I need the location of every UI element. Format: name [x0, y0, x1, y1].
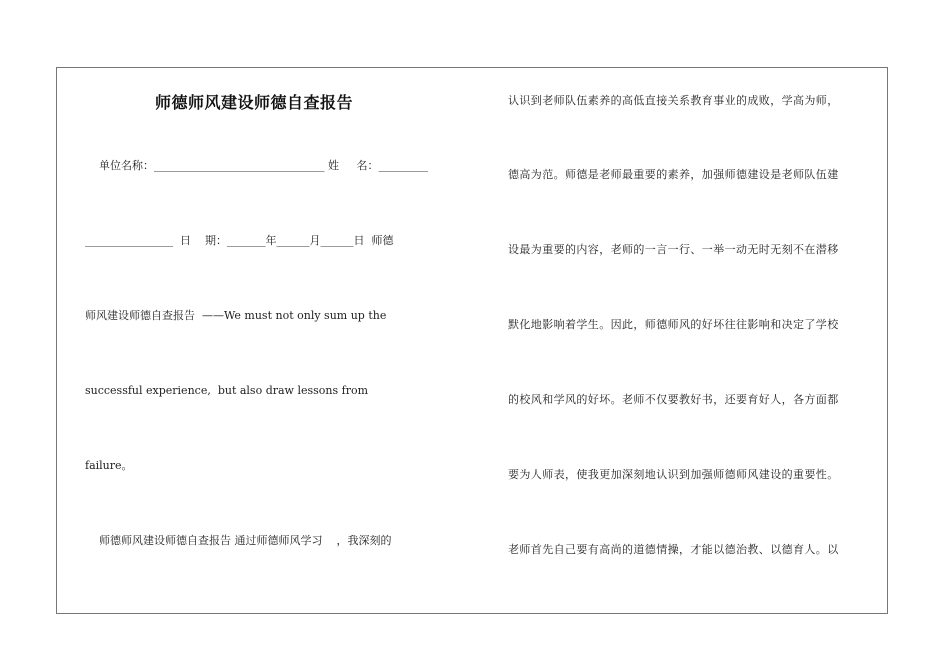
- right-line-6: 要为人师表，使我更加深刻地认识到加强师德师风建设的重要性。: [508, 468, 839, 481]
- page-border: [56, 67, 888, 614]
- document-title: 师德师风建设师德自查报告: [155, 93, 354, 112]
- right-line-4: 默化地影响着学生。因此，师德师风的好坏往往影响和决定了学校: [508, 318, 839, 331]
- left-line-5: failure。: [85, 459, 133, 472]
- right-line-1: 认识到老师队伍素养的高低直接关系教育事业的成败，学高为师，: [508, 94, 839, 107]
- left-line-1: 单位名称：_______________________________ 姓 名：_________: [85, 159, 428, 172]
- left-line-6: 师德师风建设师德自查报告 通过师德师风学习 ，我深刻的: [85, 534, 392, 547]
- left-line-4: successful experience, but also draw lessons from: [85, 384, 369, 397]
- left-line-3: 师风建设师德自查报告 ——We must not only sum up the: [85, 309, 387, 322]
- right-line-5: 的校风和学风的好坏。老师不仅要教好书，还要育好人，各方面都: [508, 393, 839, 406]
- right-line-3: 设最为重要的内容，老师的一言一行、一举一动无时无刻不在潜移: [508, 243, 839, 256]
- right-line-7: 老师首先自己要有高尚的道德情操，才能以德治教、以德育人。以: [508, 543, 839, 556]
- right-line-2: 德高为范。师德是老师最重要的素养，加强师德建设是老师队伍建: [508, 168, 839, 181]
- left-line-2: ________________ 日 期：_______年______月______日 师德: [85, 234, 394, 247]
